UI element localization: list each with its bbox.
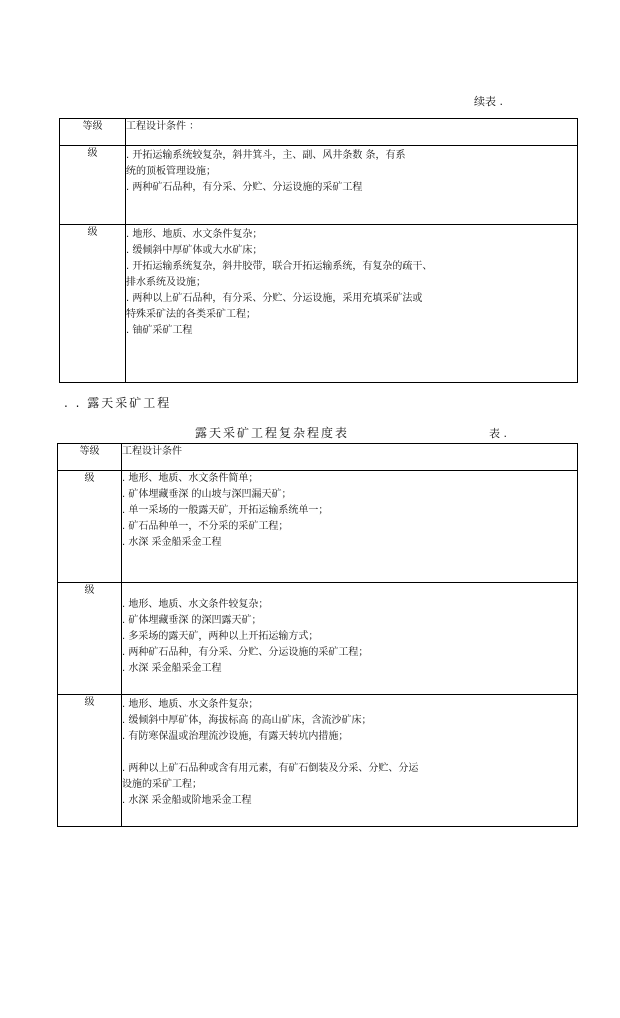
condition-line: . 矿石品种单一，不分采的采矿工程； — [122, 521, 289, 532]
condition-line: . 多采场的露天矿，两种以上开拓运输方式； — [122, 631, 319, 642]
table-row — [60, 146, 578, 225]
table1-caption: 续表 . — [474, 95, 503, 108]
grade-header: 等级 — [58, 444, 122, 471]
table1-header-row — [60, 119, 578, 146]
table1 — [59, 118, 578, 383]
table2 — [57, 443, 578, 827]
condition-line — [122, 745, 577, 761]
condition-line: . 缓倾斜中厚矿体，海拔标高 的高山矿床，含流沙矿床； — [122, 715, 372, 726]
grade-header: 等级 — [60, 119, 126, 146]
condition-line: . 两种矿石品种，有分采、分贮、分运设施的采矿工程； — [122, 647, 369, 658]
condition-line: . 水深 采金船采金工程 — [122, 537, 222, 548]
grade-cell: 级 — [58, 583, 122, 695]
condition-line: . 有防寒保温或治理流沙设施，有露天转坑内措施； — [122, 731, 349, 742]
conditions-cell — [122, 471, 578, 583]
condition-line: . 地形、地质、水文条件简单； — [122, 473, 259, 484]
condition-line: . 矿体埋藏垂深 的深凹露天矿； — [122, 615, 262, 626]
conditions-header: 工程设计条件 — [122, 444, 578, 471]
table-row — [58, 695, 578, 827]
condition-line: . 水深 采金船采金工程 — [122, 663, 222, 674]
section-heading: . . 露天采矿工程 — [64, 396, 172, 410]
condition-line: . 单一采场的一般露天矿，开拓运输系统单一； — [122, 505, 329, 516]
condition-line: . 铀矿采矿工程 — [126, 325, 193, 336]
conditions-header: 工程设计条件 ： — [126, 119, 578, 146]
condition-line: . 缓倾斜中厚矿体或大水矿床； — [126, 245, 263, 256]
conditions-cell — [122, 583, 578, 695]
condition-line: 特殊采矿法的各类采矿工程； — [126, 309, 256, 320]
condition-line: . 开拓运输系统复杂，斜井胶带，联合开拓运输系统，有复杂的疏干、 — [126, 261, 433, 272]
grade-cell: 级 — [60, 225, 126, 383]
condition-line: . 地形、地质、水文条件复杂； — [122, 699, 259, 710]
conditions-cell — [126, 225, 578, 383]
condition-line: . 水深 采金船或阶地采金工程 — [122, 795, 252, 806]
condition-line: . 开拓运输系统较复杂，斜井箕斗，主、副、风井条数 条，有系 — [126, 150, 406, 161]
table-row — [58, 471, 578, 583]
table-row — [60, 225, 578, 383]
conditions-cell — [122, 695, 578, 827]
condition-line: . 地形、地质、水文条件较复杂； — [122, 599, 269, 610]
condition-line: . 两种以上矿石品种或含有用元素，有矿石倒装及分采、分贮、分运 — [122, 763, 419, 774]
table2-title: 露天采矿工程复杂程度表 — [195, 426, 350, 440]
condition-line: . 地形、地质、水文条件复杂； — [126, 229, 263, 240]
condition-line: . 两种以上矿石品种，有分采、分贮、分运设施，采用充填采矿法或 — [126, 293, 423, 304]
condition-line: 统的顶板管理设施； — [126, 166, 216, 177]
condition-line: 排水系统及设施； — [126, 277, 206, 288]
grade-cell: 级 — [58, 471, 122, 583]
grade-cell: 级 — [58, 695, 122, 827]
condition-line: 设施的采矿工程； — [122, 779, 202, 790]
table2-header-row — [58, 444, 578, 471]
grade-cell: 级 — [60, 146, 126, 225]
conditions-cell — [126, 146, 578, 225]
table2-caption: 表 . — [489, 427, 507, 440]
condition-line: . 两种矿石品种，有分采、分贮、分运设施的采矿工程 — [126, 182, 363, 193]
condition-line: . 矿体埋藏垂深 的山坡与深凹漏天矿； — [122, 489, 292, 500]
table-row — [58, 583, 578, 695]
